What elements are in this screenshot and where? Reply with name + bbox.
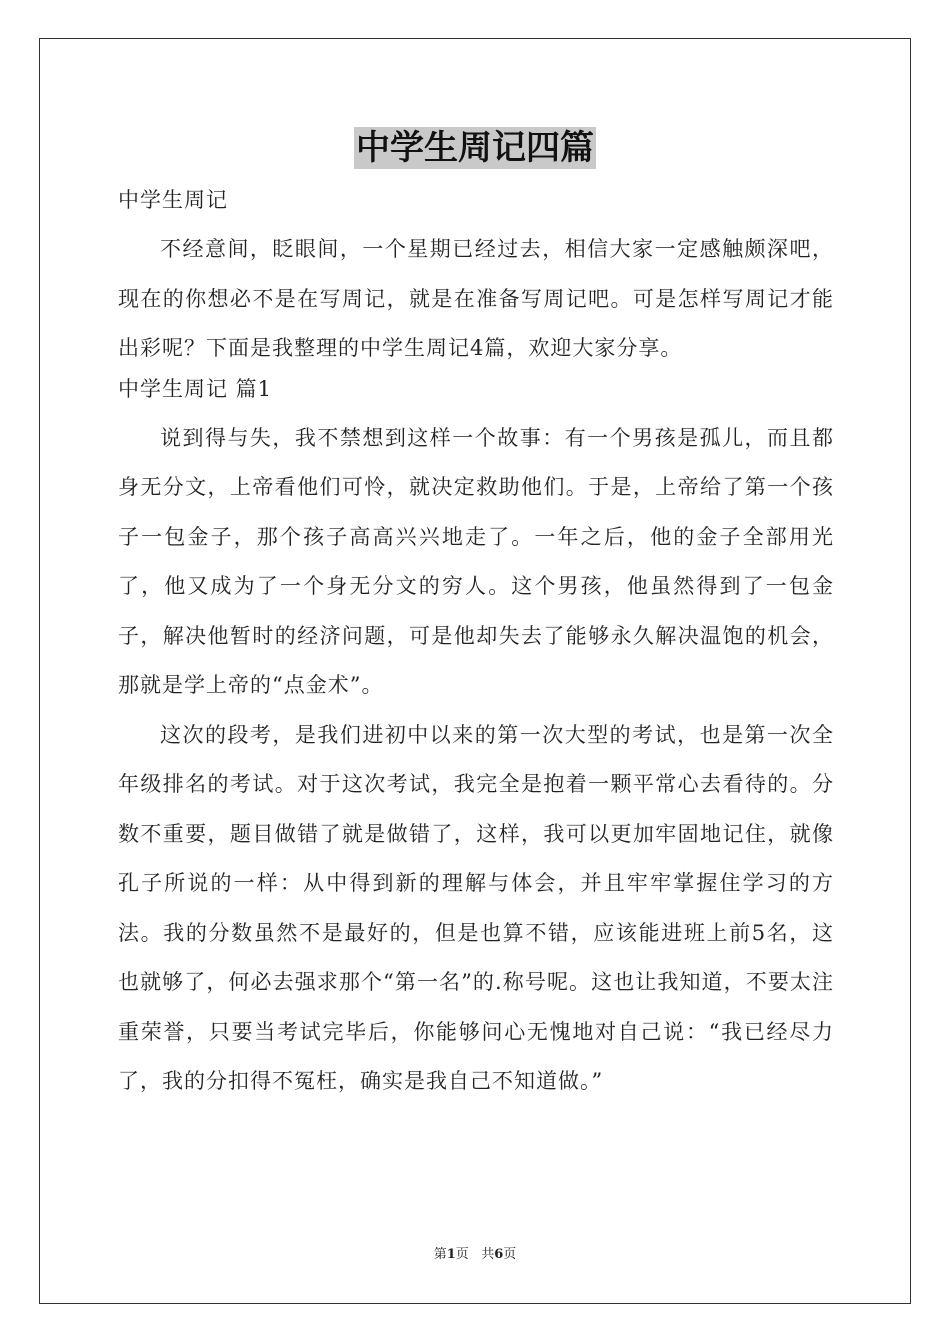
page-footer [0, 1245, 950, 1265]
part1-paragraph-1: 说到得与失，我不禁想到这样一个故事：有一个男孩是孤儿，而且都身无分文，上帝看他们可怜，就决定救助他们。于是，上帝给了第一个孩子一包金子，那个孩子高高兴兴地走了。一年之后，他的金子全部用光了，他又成为了一个身无分文的穷人。这个男孩，他虽然得到了一包金子，解决他暂时的经济问题，可是他却失去了能够永久解决温饱的机会，那就是学上帝的“点金术”。 [118, 425, 834, 697]
footer-total-prefix: 共 [481, 1247, 495, 1262]
document-title: 中学生周记四篇 [356, 128, 594, 168]
footer-page-prefix: 第 [433, 1247, 447, 1262]
footer-page-current: 1 [446, 1247, 456, 1262]
footer-page-unit: 页 [455, 1247, 469, 1262]
intro-paragraph: 不经意间，眨眼间，一个星期已经过去，相信大家一定感触颇深吧，现在的你想必不是在写周记，就是在准备写周记吧。可是怎样写周记才能出彩呢？下面是我整理的中学生周记4篇，欢迎大家分享。 [118, 237, 834, 360]
part1-paragraph-2: 这次的段考，是我们进初中以来的第一次大型的考试，也是第一次全年级排名的考试。对于这次考试，我完全是抱着一颗平常心去看待的。分数不重要，题目做错了就是做错了，这样，我可以更加牢固地记住，就像孔子所说的一样：从中得到新的理解与体会，并且牢牢掌握住学习的方法。我的分数虽然不是最好的，但是也算不错，应该能进班上前5名，这也就够了，何必去强求那个“第一名”的.称号呢。这也让我知道，不要太注重荣誉，只要当考试完毕后，你能够问心无愧地对自己说：“我已经尽力了，我的分扣得不冤枉，确实是我自己不知道做。” [118, 722, 834, 1093]
document-body [118, 181, 834, 1107]
section-heading-part1: 中学生周记 篇1 [118, 376, 273, 401]
footer-page-total: 6 [494, 1247, 504, 1262]
section-heading-intro: 中学生周记 [118, 188, 228, 212]
footer-total-unit: 页 [503, 1247, 517, 1262]
title-container [0, 127, 950, 169]
